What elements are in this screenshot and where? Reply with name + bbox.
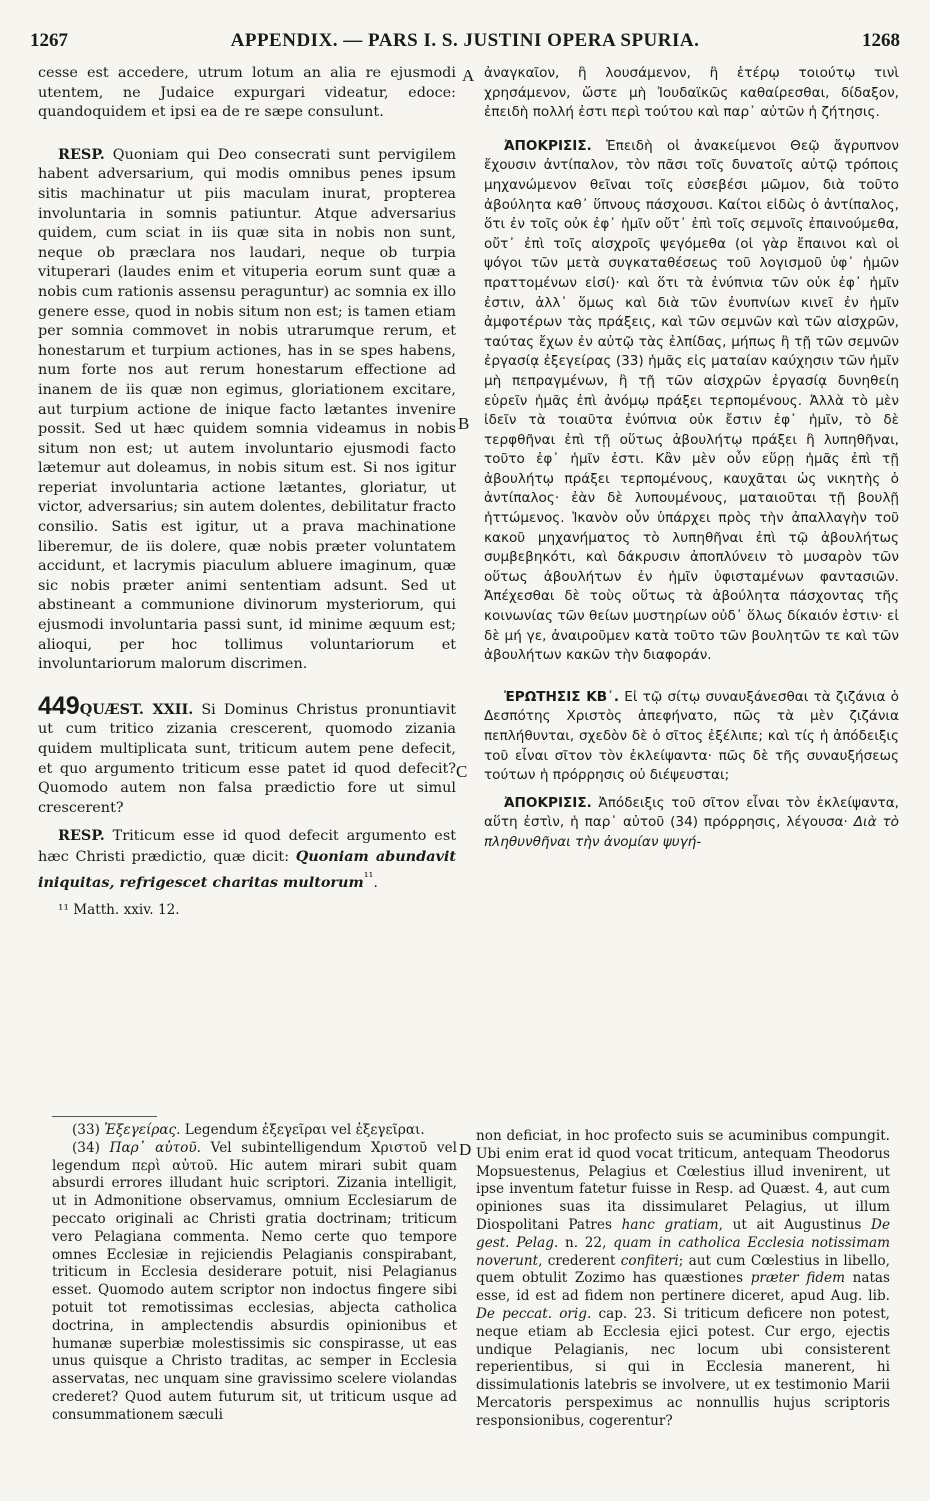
column-number: 449	[38, 691, 80, 720]
scripture-quote: Quoniam abundavit iniquitas, refrigescet charitas multorum	[38, 847, 456, 891]
resp-label: ἈΠΟΚΡΙΣΙΣ.	[504, 794, 592, 811]
latin-question-22: 449QUÆST. XXII. Si Dominus Christus pronuntiavit ut cum tritico zizania crescerent, quomodo zizania quidem multiplicata sunt, triticum autem pene defecit, et quo argumento triticum esse patet id quod defecit? Quomodo autem non falsa prædictio fore ut simul crescerent?	[38, 691, 456, 816]
margin-mark-a: A	[462, 66, 475, 85]
latin-response-1: RESP. Quoniam qui Deo consecrati sunt pervigilem habent adversarium, qui modis omnibus penes ipsum sitis machinatur ut piis maculam inurat, propterea involuntaria in somnis patiuntur. Atque adversarius quidem, cum sciat in iis quæ sita in nobis non sunt, neque ob præclara nos laudari, neque ob turpia vituperari (laudes enim et vituperia eorum sunt quæ a nobis cum rationis assensu peraguntur) ac somnia ex illo genere esse, quod in nobis situm non est; is tamen etiam per somnia commovet in nobis utrarumque rerum, et honestarum et turpium actiones, has in se spes habens, num forte nos aut rerum honestarum effectione ad inanem de iis quæ non egimus, gloriationem excitare, aut turpium actione de inique facto lætantes invenire possit. Sed ut hæc quidem somnia videamus in nobis situm non est; ut autem involuntario ejusmodi facto lætemur aut doleamus, in nobis situm est. Si nos igitur reperiat involuntaria actione lætantes, gloriatur, ut victor, adversarius; sin autem dolentes, debilitatur fracto consilio. Satis est igitur, ut a prava machinatione liberemur, de iis dolere, quæ nobis præter voluntatem accidunt, et lacrymis piaculum abluere imaginum, quæ sic nobis præter animi sententiam adsunt. Sed ut abstineant a communione divinorum mysteriorum, qui ejusmodi involuntaria passi sunt, id minime æquum est; alioqui, per hoc tollimus voluntariorum et involuntariorum malorum discrimen.	[38, 145, 456, 673]
latin-column	[38, 64, 456, 921]
scripture-quote: Διὰ τὸ πληθυνθῆναι τὴν ἀνομίαν ψυγή-	[484, 814, 899, 850]
greek-response-1: ἈΠΟΚΡΙΣΙΣ. Ἐπειδὴ οἱ ἀνακείμενοι Θεῷ ἄγρυπνον ἔχουσιν ἀντίπαλον, τὸν πᾶσι τοῖς δυνατοῖς αὐτῷ τρόποις μηχανώμενον θεῖναι τοῖς εὐσεβέσι μῶμον, διὰ τοῦτο ἀβούλητα καθ᾽ ὕπνους πάσχουσι. Καίτοι εἰδὼς ὁ ἀντίπαλος, ὅτι ἐν τοῖς οὐκ ἐφ᾽ ἡμῖν οὔτ᾽ ἐπὶ τοῖς σεμνοῖς ἐπαινούμεθα, οὔτ᾽ ἐπὶ τοῖς αἰσχροῖς ψεγόμεθα (οἱ γὰρ ἔπαινοι καὶ οἱ ψόγοι τῶν μετὰ συγκαταθέσεως τοῦ λογισμοῦ ὑφ᾽ ἡμῶν πραττομένων εἰσί)· καὶ ὅτι τὰ ἐνύπνια τῶν οὐκ ἐφ᾽ ἡμῖν ἐστιν, ἀλλ᾽ ὅμως καὶ διὰ τῶν ἐνυπνίων κινεῖ ἐν ἡμῖν ἀμφοτέρων τὰς πράξεις, καὶ τῶν σεμνῶν καὶ τῶν αἰσχρῶν, ταύτας ἔχων ἐν αὐτῷ τὰς ἐλπίδας, μήπως ἢ τῇ τῶν σεμνῶν ἐργασίᾳ ἐξεγείρας (33) ἡμᾶς εἰς ματαίαν καύχησιν τῶν ἡμῖν μὴ πεπραγμένων, ἢ τῇ τῶν αἰσχρῶν ἐργασίᾳ δυνηθείη εὑρεῖν ἡμᾶς ἐπὶ ἀνόμῳ πράξει τερπομένους. Ἀλλὰ τὸ μὲν ἰδεῖν τὰ τοιαῦτα ἐνύπνια οὐκ ἔστιν ἐφ᾽ ἡμῖν, τὸ δὲ τερφθῆναι ἐπὶ τῇ οὕτως ἀβουλήτῳ πράξει ἢ λυπηθῆναι, τοῦτο ἐφ᾽ ἡμῖν ἐστι. Κἂν μὲν οὖν εὕρῃ ἡμᾶς ἐπὶ τῇ ἀβουλήτῳ πράξει τερπομένους, καυχᾶται ὡς νικητὴς ὁ ἀντίπαλος· ἐὰν δὲ λυπουμένους, ματαιοῦται τῇ βουλῇ ἡττώμενος. Ἱκανὸν οὖν ὑπάρχει πρὸς τὴν ἀπαλλαγὴν τοῦ κακοῦ μηχανήματος τὸ λυπηθῆναι ἐπὶ τῷ ἀβουλήτως συμβεβηκότι, καὶ δάκρυσιν ἀποπλύνειν τὸ μυσαρὸν τῶν οὕτως ἀβουλήτων ἐν ἡμῖν ὑφισταμένων φαντασιῶν. Ἀπέχεσθαι δὲ τοὺς οὕτως τὰ ἀβούλητα πάσχοντας τῆς κοινωνίας τῶν θείων μυστηρίων οὐδ᾽ ὅλως δίκαιόν ἐστιν· εἰ δὲ μή γε, ἀναιροῦμεν κατὰ τοῦτο τῶν βουλητῶν τε καὶ τῶν ἀβουλήτων κακῶν τὴν διαφοράν.	[484, 137, 899, 664]
footnote-rule	[52, 1116, 157, 1117]
greek-paragraph-1: ἀναγκαῖον, ἢ λουσάμενον, ἢ ἑτέρῳ τοιούτῳ τινὶ χρησάμενον, ὥστε μὴ Ἰουδαϊκῶς καθαίρεσθαι, δίδαξον, ἐπειδὴ πολλή ἐστι περὶ τούτου καὶ παρ᾽ αὐτῶν ἡ ζήτησις.	[484, 65, 899, 121]
note-34-continued: non deficiat, in hoc profecto suis se acuminibus compungit. Ubi enim erat id quod vocat triticum, antequam Theodorus Mopsuestenus, Pelagius et Cœlestius illud invenirent, ut ipse inventum fatetur fuisse in Resp. ad Quæst. 4, aut cum opiniones suas ita dissimularet Pelagius, ut illum Diospolitani Patres hanc gratiam, ut ait Augustinus De gest. Pelag. n. 22, quam in catholica Ecclesia notissimam noverunt, crederent confiteri; aut cum Cœlestius in libello, quem obtulit Zozimo has quæstiones præter fidem natas esse, id est ad fidem non pertinere diceret, apud Aug. lib. De peccat. orig. cap. 23. Si triticum deficere non potest, neque etiam ab Ecclesia ejici potest. Cur ergo, ejectis undique Pelagianis, nec locum ubi consisterent reperientibus, si qui in Ecclesia manerent, hi dissimulationis latebris se involvere, ut ex testimonio Marii Mercatoris perspeximus ac nonnullis hujus scriptoris responsionibus, cogerentur?	[476, 1128, 890, 1429]
question-label: ἘΡΩΤΗΣΙΣ ΚΒ᾽.	[504, 688, 620, 705]
resp-label: ἈΠΟΚΡΙΣΙΣ.	[504, 137, 592, 154]
latin-response-2: RESP. Triticum esse id quod defecit argumento est hæc Christi prædictio, quæ dicit: Quoniam abundavit iniquitas, refrigescet charitas multorum$^{^{11}}$.	[38, 827, 456, 891]
resp-label: RESP.	[58, 827, 105, 845]
notes-left	[52, 1122, 457, 1425]
question-label: QUÆST. XXII.	[79, 700, 194, 718]
note-33: (33) Ἐξεγείρας. Legendum ἐξεγεῖραι vel ἐξεγεῖραι.	[72, 1122, 425, 1138]
page-header	[30, 30, 900, 58]
greek-response-2: ἈΠΟΚΡΙΣΙΣ. Ἀπόδειξις τοῦ σῖτον εἶναι τὸν ἐκλείψαντα, αὕτη ἐστὶν, ἡ παρ᾽ αὐτοῦ (34) πρόρρησις, λέγουσα· Διὰ τὸ πληθυνθῆναι τὴν ἀνομίαν ψυγή-	[484, 794, 899, 850]
margin-mark-b: B	[458, 414, 470, 433]
page-number-right: 1268	[862, 30, 900, 51]
running-title: APPENDIX. — PARS I. S. JUSTINI OPERA SPURIA.	[230, 30, 700, 51]
margin-mark-c: C	[456, 762, 468, 781]
notes-right	[476, 1128, 890, 1431]
note-34: (34) Παρ᾽ αὐτοῦ. Vel subintelligendum Χριστοῦ vel legendum περὶ αὐτοῦ. Hic autem mirari subit quam absurdi errores illudant huic scriptori. Zizania intelligit, ut in Admonitione observamus, omnium Ecclesiarum de peccato originali ac Christi gratia doctrinam; triticum vero Pelagiana commenta. Nemo certe quo tempore omnes Ecclesiæ in rejiciendis Pelagianis conspirabant, triticum in Ecclesia desiderare potuit, nisi Pelagianus esset. Quomodo autem scriptor non indoctus fingere sibi potuit tot remotissimas ecclesias, abjecta catholica doctrina, in amplectendis absurdis opinionibus et humanæ superbiæ molestissimis sic conspirasse, ut eas unus quisque a Christo traditas, ac semper in Ecclesia asservatas, nec unquam sine gravissimo scelere violandas crederet? Quod autem futurum sit, ut triticum usque ad consummationem sæculi	[52, 1139, 457, 1423]
greek-question-22: ἘΡΩΤΗΣΙΣ ΚΒ᾽. Εἰ τῷ σίτῳ συναυξάνεσθαι τὰ ζιζάνια ὁ Δεσπότης Χριστὸς ἀπεφήνατο, πῶς τὰ μὲν ζιζάνια πεπλήθυνται, σχεδὸν δὲ ὁ σῖτος ἐξέλιπε; καὶ τίς ἡ ἀπόδειξις τοῦ εἶναι σῖτον τὸν ἐκλείψαντα· πῶς δὲ τῆς συναυξήσεως τούτων ἡ πρόρρησις οὐ διέψευσται;	[484, 688, 899, 784]
latin-paragraph-1: cesse est accedere, utrum lotum an alia re ejusmodi utentem, ne Judaice expurgari videatur, edoce: quandoquidem et ipsi ea de re sæpe consulunt.	[38, 65, 456, 121]
resp-label: RESP.	[58, 145, 105, 163]
margin-mark-d: D	[459, 1140, 472, 1159]
scripture-footnote: ¹¹ Matth. xxiv. 12.	[58, 901, 180, 918]
page-number-left: 1267	[30, 30, 68, 51]
greek-column	[484, 64, 899, 853]
